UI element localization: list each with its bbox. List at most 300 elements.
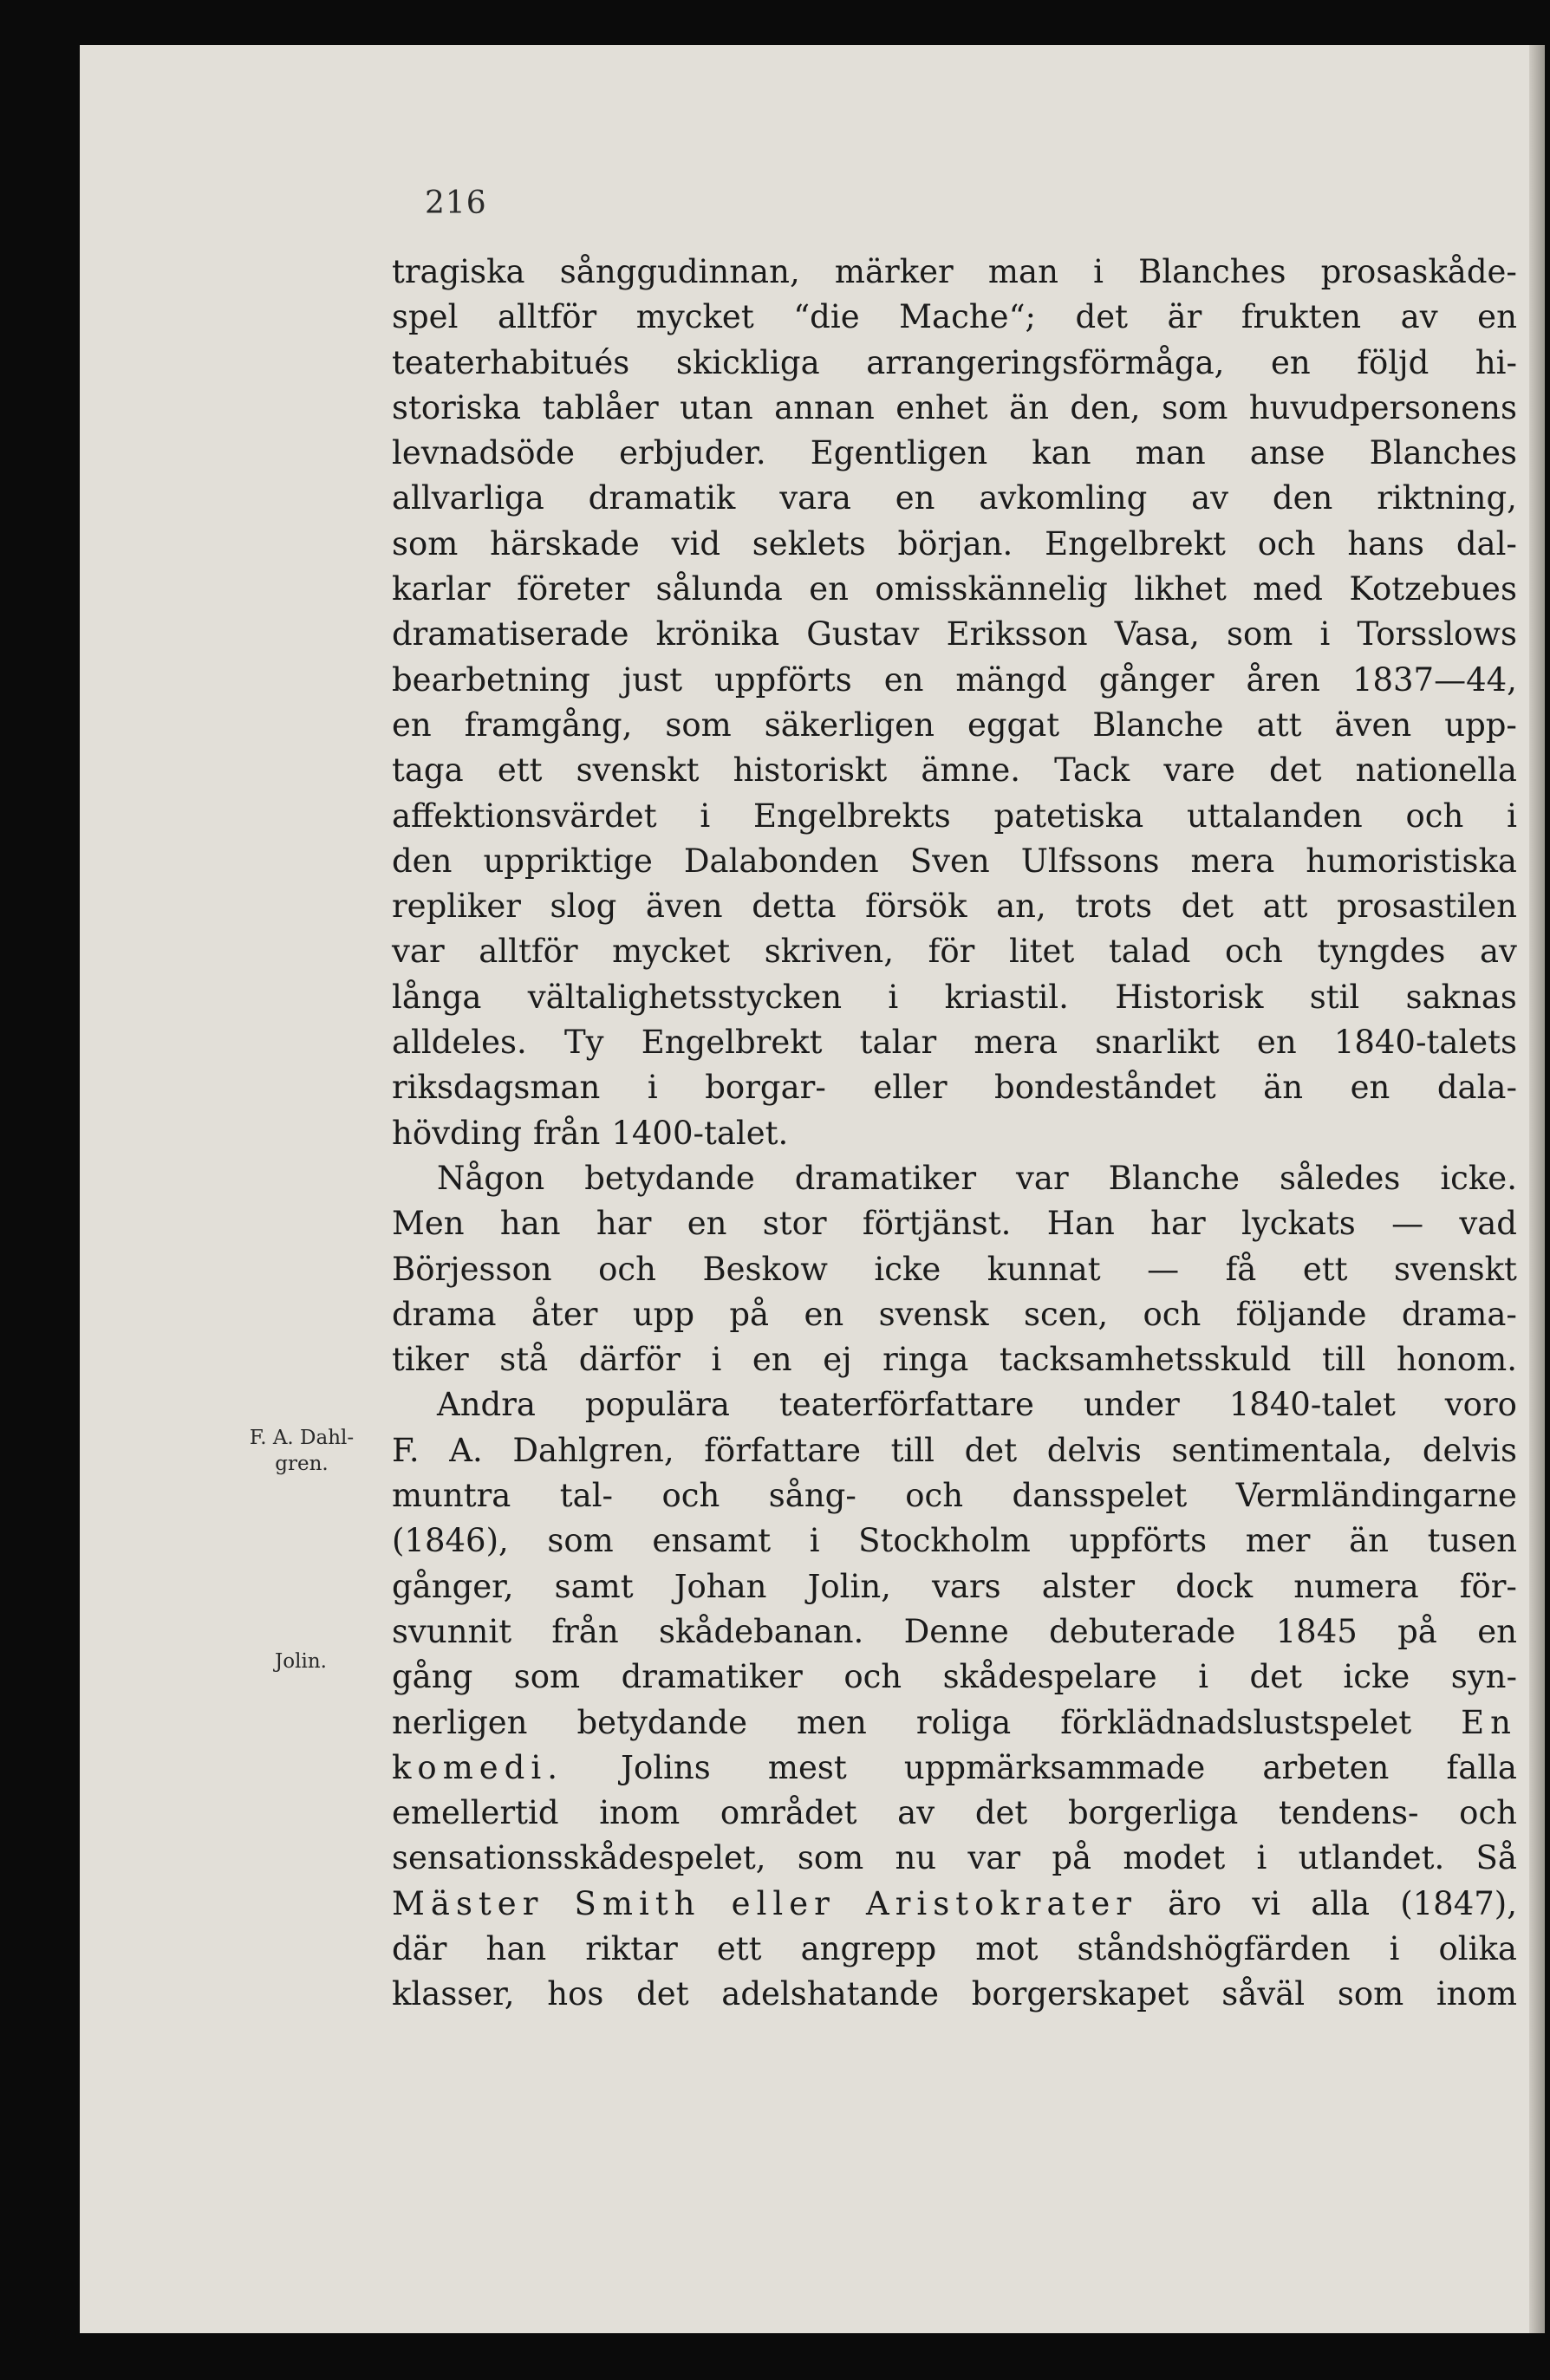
word: spel [392,298,459,336]
text-line [392,1247,1517,1292]
word: Blanche [1092,706,1224,744]
word: säkerligen [764,706,935,744]
word: från [533,1114,601,1152]
word: gånger, [392,1567,514,1605]
word: inom [599,1794,681,1832]
word: drama [392,1295,497,1333]
word: vara [779,479,851,517]
word: vars [932,1567,1001,1605]
word: svenskt [1394,1250,1517,1288]
word: teaterförfattare [778,1386,1034,1424]
word: riktning, [1377,479,1517,517]
word: förtjänst. [862,1205,1012,1243]
word: Stockholm [858,1522,1031,1560]
word: vi [1252,1884,1281,1922]
word: tiker [392,1341,469,1379]
word: med [1253,570,1323,608]
text-line [392,1609,1517,1655]
word: voro [1444,1386,1517,1424]
word: uttalanden [1186,797,1363,835]
word: upp [632,1295,695,1333]
word: mängd [955,660,1067,699]
word: Någon [437,1159,545,1197]
word: svunnit [392,1612,512,1650]
text-line [392,250,1517,295]
word: det [636,1975,689,2013]
word: sensationsskådespelet, [392,1839,766,1877]
word: uppförts [714,660,852,699]
word: en [392,706,432,744]
word: arrangeringsförmåga, [866,343,1225,381]
word: icke [1343,1658,1410,1696]
text-line [392,567,1517,612]
text-line [392,1020,1517,1065]
word: snarlikt [1095,1024,1220,1062]
word: en [1477,1612,1517,1650]
word: delvis [1422,1431,1517,1469]
text-line [392,1065,1517,1110]
word: ämne. [921,751,1021,790]
word: som [1227,615,1293,654]
word: även [1334,706,1412,744]
word: gånger [1098,660,1215,699]
word: tyngdes [1317,933,1446,971]
word: den [1272,479,1333,517]
word: det [1249,1658,1302,1696]
word: levnadsöde [392,434,576,472]
word: av [1400,298,1438,336]
word: utan [680,388,753,426]
word: även [645,888,723,926]
word: en [804,1295,844,1333]
word: tablåer [542,388,659,426]
book-page [80,45,1545,2333]
margin-note-dahlgren [241,1425,362,1477]
word: riksdagsman [392,1069,601,1107]
word: och [905,1477,964,1515]
word: slog [550,888,617,926]
word: 1840-talets [1333,1024,1517,1062]
word: Engelbrekt [1045,524,1226,562]
word: 1845 [1275,1612,1358,1650]
word: och [598,1250,656,1288]
word: i [711,1341,722,1379]
word: än [1009,388,1049,426]
word: Engelbrekts [752,797,951,835]
word: en [809,570,849,608]
text-line [392,1156,1517,1201]
word: som [1337,1975,1404,2013]
word: alla [1311,1884,1371,1922]
word: “die [793,298,860,336]
body-text [392,250,1517,2018]
word: under [1083,1386,1180,1424]
margin-note-dahlgren-line2: gren. [275,1453,329,1475]
word: Så [1475,1839,1517,1877]
word: tacksamhetsskuld [999,1341,1292,1379]
word: (1846), [392,1522,509,1560]
word: och [661,1477,720,1515]
word: Sven [909,842,990,880]
word: En [1461,1703,1517,1741]
word: Andra [437,1386,536,1424]
word: falla [1446,1748,1517,1786]
word: och [1143,1295,1202,1333]
word: just [622,660,683,699]
word: patetiska [993,797,1144,835]
word: Aristokrater [865,1884,1137,1922]
word: modet [1123,1839,1226,1877]
word: emellertid [392,1794,559,1832]
word: mycket [635,298,754,336]
word: Kotzebues [1349,570,1517,608]
word: seklets [752,524,866,562]
word: uppmärksammade [903,1748,1206,1786]
word: dock [1176,1567,1254,1605]
text-line [392,1836,1517,1881]
word: Blanche [1108,1159,1240,1197]
word: eller [873,1069,948,1107]
word: och [1257,524,1316,562]
word: han [499,1205,561,1243]
word: honom. [1396,1341,1517,1379]
word: en [687,1205,727,1243]
word: mera [974,1024,1058,1062]
word: ett [497,751,543,790]
word: Denne [903,1612,1009,1650]
word: än [1263,1069,1304,1107]
text-line [392,975,1517,1020]
word: F. [392,1431,420,1469]
word: åter [531,1295,598,1333]
text-line [392,386,1517,431]
word: taga [392,751,464,790]
word: i [1256,1839,1267,1877]
word: som [392,524,459,562]
word: dala- [1436,1069,1517,1107]
word: och [1405,797,1464,835]
word: tragiska [392,253,525,290]
text-line [392,1927,1517,1972]
word: ringa [882,1341,969,1379]
word: 1400-talet. [611,1114,789,1152]
word: Beskow [702,1250,828,1288]
word: en [1271,343,1311,381]
word: drama- [1401,1295,1517,1333]
word: i [1389,1929,1400,1967]
word: en [883,660,924,699]
word: i [1507,797,1517,835]
text-line [392,341,1517,386]
word: av [1191,479,1229,517]
word: det [1269,751,1322,790]
word: olika [1438,1929,1517,1967]
word: vad [1459,1205,1517,1243]
text-line [392,1111,1517,1156]
word: nationella [1355,751,1517,790]
word: följande [1235,1295,1367,1333]
word: saknas [1405,978,1517,1016]
word: Eriksson [946,615,1088,654]
word: man [987,253,1058,290]
page-number: 216 [425,185,487,221]
word: erbjuder. [619,434,766,472]
word: Mache“; [899,298,1036,336]
word: mer [1245,1522,1311,1560]
word: affektionsvärdet [392,797,657,835]
word: nerligen [392,1703,528,1741]
word: en [1350,1069,1390,1107]
word: en [752,1341,792,1379]
word: hövding [392,1114,523,1152]
word: mera [1190,842,1275,880]
word: alster [1041,1567,1136,1605]
word: en [895,479,935,517]
word: där [392,1929,447,1967]
word: äro [1168,1884,1222,1922]
word: i [1198,1658,1209,1696]
text-line [392,1337,1517,1382]
word: humoristiska [1306,842,1517,880]
word: som [665,706,732,744]
word: samt [554,1567,634,1605]
word: hi- [1475,343,1517,381]
word: följd [1357,343,1430,381]
word: bearbetning [392,660,590,699]
word: Engelbrekt [641,1024,823,1062]
word: stor [762,1205,827,1243]
word: som [1162,388,1228,426]
word: Mäster [392,1884,544,1922]
word: Blanches [1138,253,1286,290]
word: dramatiker [794,1159,976,1197]
word: ett [1302,1250,1348,1288]
word: var [392,933,445,971]
word: Han [1046,1205,1115,1243]
word: borgar- [705,1069,826,1107]
word: svensk [878,1295,989,1333]
word: sånggudinnan, [559,253,800,290]
word: ej [823,1341,852,1379]
word: det [974,1794,1028,1832]
word: sentimentala, [1171,1431,1393,1469]
word: delvis [1046,1431,1142,1469]
word: prosastilen [1337,888,1517,926]
word: och [1225,933,1283,971]
word: stå [499,1341,549,1379]
word: åren [1246,660,1320,699]
text-line [392,431,1517,476]
word: lyckats [1241,1205,1356,1243]
word: därför [578,1341,681,1379]
word: det [1181,888,1234,926]
word: skådespelare [942,1658,1157,1696]
word: tendens- [1278,1794,1419,1832]
word: Jolins [621,1748,711,1786]
word: den, [1070,388,1141,426]
word: A. [449,1431,483,1469]
word: på [1052,1839,1092,1877]
text-line [392,1292,1517,1337]
text-line [392,794,1517,839]
word: scen, [1023,1295,1109,1333]
word: ståndshögfärden [1077,1929,1351,1967]
word: huvudpersonens [1248,388,1517,426]
word: Dalabonden [683,842,879,880]
word: omisskännelig [875,570,1108,608]
word: märker [834,253,954,290]
text-line [392,929,1517,974]
word: än [1349,1522,1389,1560]
word: vid [671,524,720,562]
word: Ulfssons [1020,842,1160,880]
word: borgerliga [1067,1794,1239,1832]
word: karlar [392,570,491,608]
word: icke. [1440,1159,1517,1197]
word: dramatiker [621,1658,803,1696]
word: på [729,1295,770,1333]
word: vältalighetsstycken [527,978,843,1016]
word: var [967,1839,1021,1877]
word: kunnat [987,1250,1101,1288]
text-line [392,1972,1517,2017]
word: avkomling [979,479,1148,517]
word: har [596,1205,652,1243]
word: — [1147,1250,1180,1288]
word: roliga [915,1703,1012,1741]
word: Jolin, [807,1567,891,1605]
text-line [392,476,1517,521]
word: enhet [895,388,988,426]
word: i [647,1069,658,1107]
word: och [1459,1794,1517,1832]
word: det [964,1431,1018,1469]
word: eller [731,1884,836,1922]
word: en [1256,1024,1297,1062]
text-line [392,1201,1517,1246]
word: Börjesson [392,1250,552,1288]
word: försök [865,888,967,926]
word: hans [1347,524,1425,562]
word: skådebanan. [659,1612,864,1650]
word: dal- [1456,524,1517,562]
word: inom [1436,1975,1517,2013]
word: på [1397,1612,1437,1650]
word: adelshatande [721,1975,939,2013]
word: an, [996,888,1046,926]
word: förklädnadslustspelet [1060,1703,1412,1741]
word: som [513,1658,581,1696]
word: gång [392,1658,473,1696]
text-line [392,522,1517,567]
word: syn- [1450,1658,1517,1696]
word: företer [517,570,630,608]
word: detta [752,888,837,926]
word: i [809,1522,820,1560]
text-line [392,703,1517,748]
word: i [1093,253,1104,290]
word: i [1319,615,1331,654]
word: av [1479,933,1517,971]
word: talar [859,1024,937,1062]
word: upp- [1444,706,1517,744]
word: har [1150,1205,1206,1243]
word: Men [392,1205,465,1243]
word: är [1167,298,1202,336]
text-line [392,748,1517,793]
text-line [392,839,1517,884]
word: eggat [967,706,1060,744]
word: stil [1309,978,1360,1016]
word: teaterhabitués [392,343,630,381]
word: att [1262,888,1308,926]
word: till [1321,1341,1366,1379]
word: 1837—44, [1351,660,1517,699]
word: Dahlgren, [512,1431,674,1469]
word: angrepp [800,1929,937,1967]
word: Johan [674,1567,767,1605]
word: kriastil. [944,978,1069,1016]
word: prosaskåde- [1320,253,1517,290]
word: — [1391,1205,1424,1243]
word: i [700,797,711,835]
word: (1847), [1400,1884,1517,1922]
word: få [1225,1250,1257,1288]
word: likhet [1134,570,1227,608]
word: som [547,1522,614,1560]
word: i [888,978,899,1016]
word: Ty [563,1024,604,1062]
word: skickliga [675,343,820,381]
margin-note-dahlgren-line1: F. A. Dahl- [249,1427,355,1449]
text-line [392,1655,1517,1700]
word: dansspelet [1012,1477,1188,1515]
word: icke [874,1250,941,1288]
word: man [1135,434,1206,472]
word: och [843,1658,902,1696]
word: anse [1249,434,1325,472]
word: talad [1108,933,1191,971]
word: tusen [1427,1522,1517,1560]
text-line [392,1700,1517,1746]
word: historiskt [733,751,888,790]
word: den [392,842,453,880]
text-line [392,1428,1517,1473]
word: utlandet. [1298,1839,1445,1877]
word: vare [1163,751,1235,790]
word: svenskt [576,751,700,790]
word: bondeståndet [994,1069,1216,1107]
word: borgerskapet [971,1975,1189,2013]
word: långa [392,978,482,1016]
word: skriven, [764,933,895,971]
text-line [392,612,1517,657]
text-line [392,658,1517,703]
text-line [392,1746,1517,1791]
word: till [890,1431,935,1469]
word: Smith [574,1884,701,1922]
word: riktar [585,1929,678,1967]
word: litet [1008,933,1075,971]
word: således [1279,1159,1401,1197]
word: mycket [612,933,731,971]
word: att [1256,706,1302,744]
word: nu [895,1839,937,1877]
word: uppförts [1069,1522,1208,1560]
word: betydande [584,1159,755,1197]
word: författare [704,1431,862,1469]
word: av [897,1794,935,1832]
